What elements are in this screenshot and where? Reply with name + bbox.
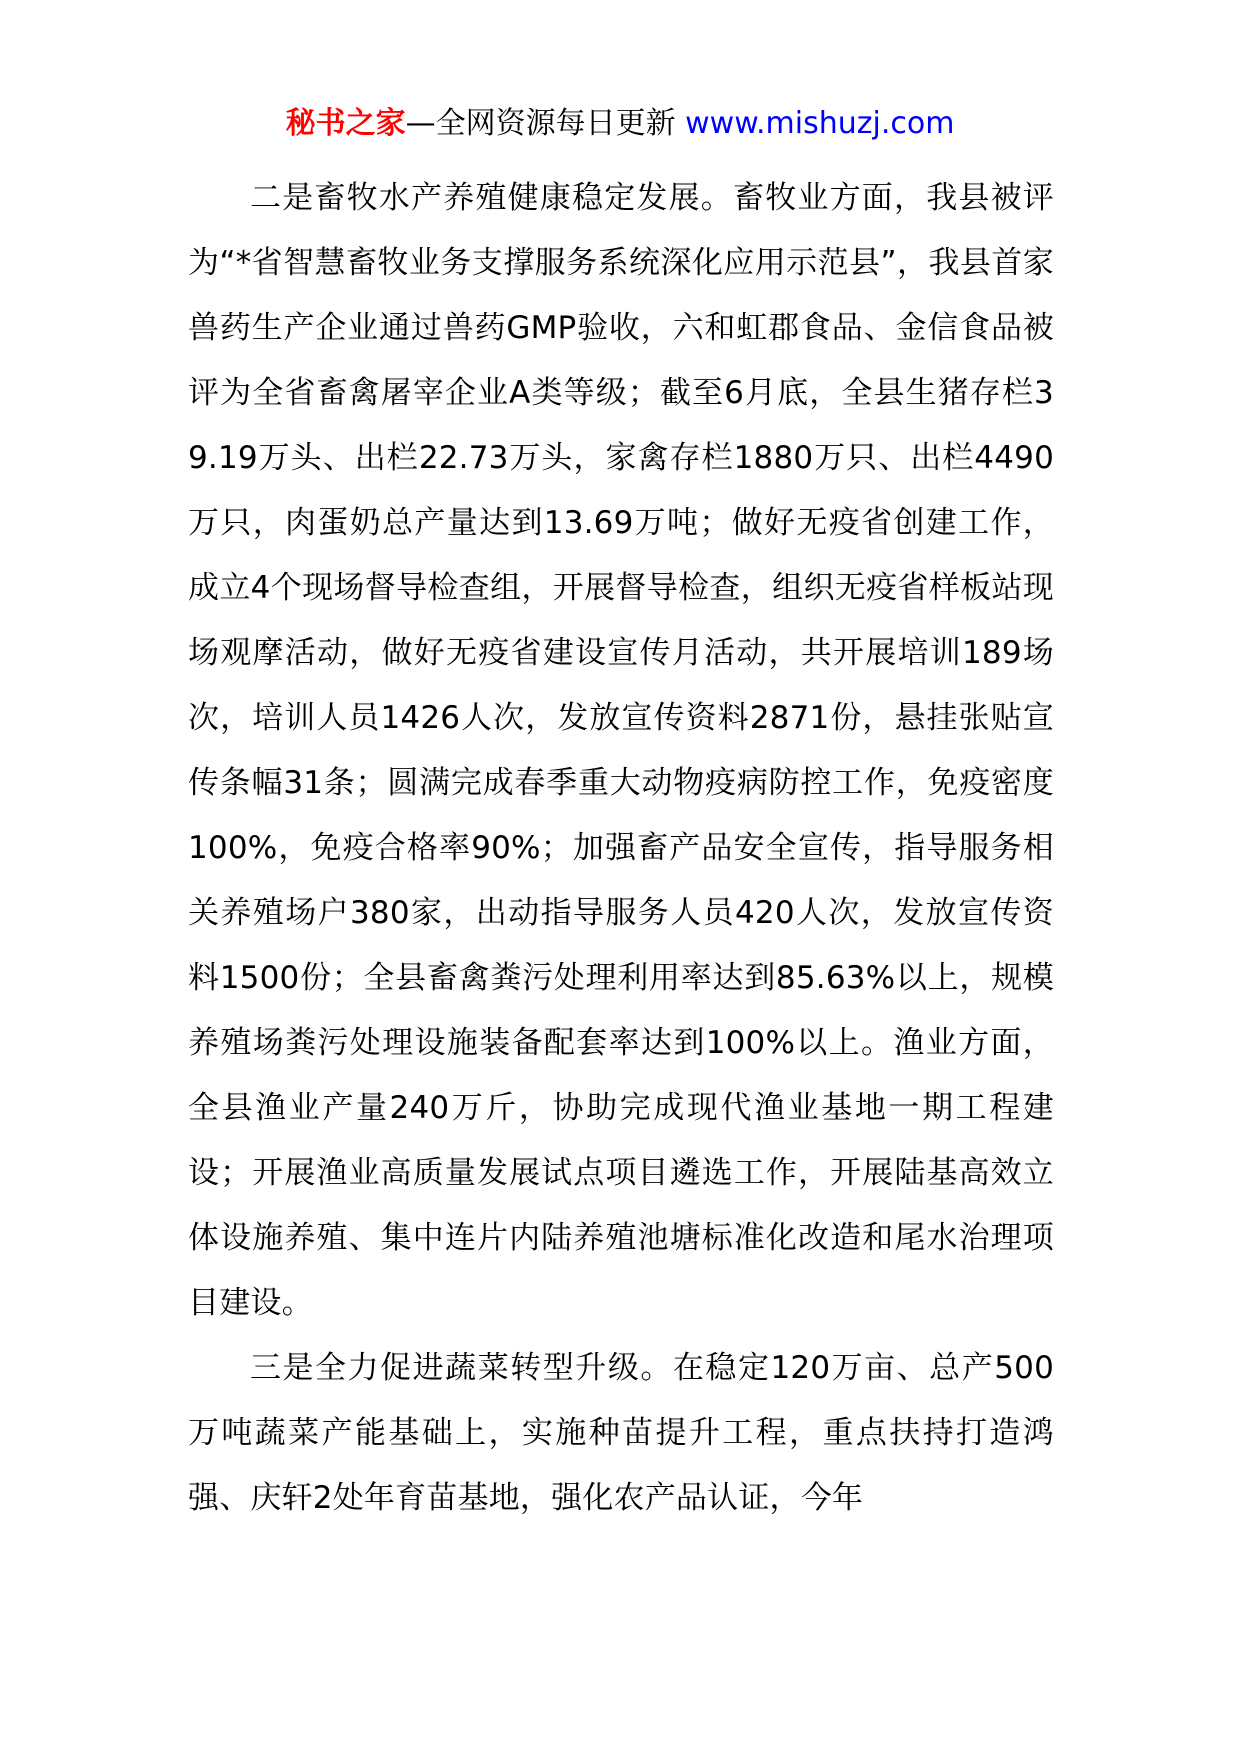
page-header (0, 102, 1240, 146)
document-body (188, 166, 1054, 1531)
website-link[interactable]: www.mishuzj.com (685, 106, 955, 141)
brand-name: 秘书之家 (285, 106, 406, 141)
header-tagline: —全网资源每日更新 (405, 106, 676, 141)
paragraph-livestock-aquaculture: 二是畜牧水产养殖健康稳定发展。畜牧业方面，我县被评为“*省智慧畜牧业务支撑服务系统深化应用示范县”，我县首家兽药生产企业通过兽药GMP验收，六和虹郡食品、金信食品被评为全省畜禽屠宰企业A类等级；截至6月底，全县生猪存栏39.19万头、出栏22.73万头，家禽存栏1880万只、出栏4490万只，肉蛋奶总产量达到13.69万吨；做好无疫省创建工作，成立4个现场督导检查组，开展督导检查，组织无疫省样板站现场观摩活动，做好无疫省建设宣传月活动，共开展培训189场次，培训人员1426人次，发放宣传资料2871份，悬挂张贴宣传条幅31条；圆满完成春季重大动物疫病防控工作，免疫密度100%，免疫合格率90%；加强畜产品安全宣传，指导服务相关养殖场户380家，出动指导服务人员420人次，发放宣传资料1500份；全县畜禽粪污处理利用率达到85.63%以上，规模养殖场粪污处理设施装备配套率达到100%以上。渔业方面，全县渔业产量240万斤，协助完成现代渔业基地一期工程建设；开展渔业高质量发展试点项目遴选工作，开展陆基高效立体设施养殖、集中连片内陆养殖池塘标准化改造和尾水治理项目建设。 (188, 180, 1054, 1321)
paragraph-vegetables: 三是全力促进蔬菜转型升级。在稳定120万亩、总产500万吨蔬菜产能基础上，实施种苗提升工程，重点扶持打造鸿强、庆轩2处年育苗基地，强化农产品认证，今年 (188, 1350, 1054, 1516)
